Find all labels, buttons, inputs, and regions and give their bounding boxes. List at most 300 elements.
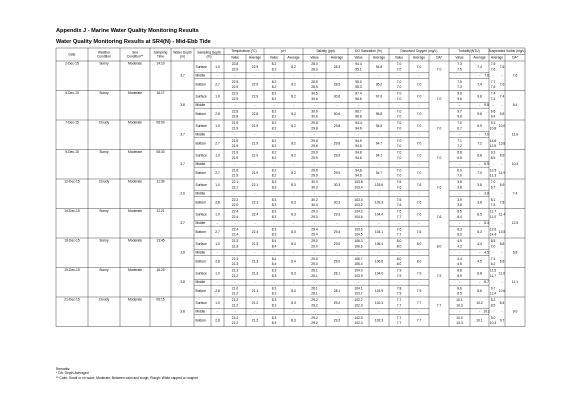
cell-value: 8.3 [271,303,277,308]
cell-average: 8.3 [291,288,296,293]
cell-value: 8.4 [271,239,277,244]
cell-sampling-depth: 2.6 [215,200,220,205]
cell-value: - [234,132,236,137]
cell-value: 10.8 [489,126,497,131]
cell-sampling-depth: - [216,132,219,137]
cell-average: - [254,221,256,226]
cell-value: 94.4 [355,62,362,67]
cell-water-depth: 3.6 [180,191,185,196]
cell-layer-surface: Surface [195,153,207,158]
subheader-label: Value [230,55,240,60]
cell-average: - [378,309,380,314]
cell-layer-surface: Surface [195,94,207,99]
cell-value: 94.6 [355,155,362,160]
cell-value: - [492,221,494,226]
cell-average: - [292,309,295,314]
cell-average: 94.8 [375,64,383,69]
cell-value: 12.9 [489,144,497,149]
cell-average: 9.5 [499,111,505,116]
cell-value: 29.9 [311,168,318,173]
cell-average: 106.4 [374,241,384,246]
cell-sampling-time: 16:17 [156,91,165,96]
cell-sampling-depth: 2.8 [215,288,220,293]
header-time: Time [156,54,165,59]
cell-average: - [378,221,380,226]
cell-sampling-time: 13:45 [156,238,165,243]
cell-sampling-depth: 1.0 [215,271,220,276]
cell-value: 22.9 [231,79,239,84]
cell-value: 8.2 [271,62,277,67]
cell-date: 7-Dec-15 [65,120,79,125]
cell-sea-condition: Moderate [128,268,142,273]
cell-value: 12.6 [489,227,497,232]
cell-value: 22.8 [231,114,239,119]
cell-value: 104.0 [354,268,363,273]
cell-value: 8.2 [271,144,277,149]
cell-ss-depth-averaged: 7.4 [512,191,518,196]
cell-value: 3.8 [457,185,462,190]
cell-average: 7.6 [416,182,422,187]
cell-value: 9.7 [457,109,462,114]
cell-value: 106.7 [354,256,363,261]
cell-average: 22.9 [251,82,259,87]
cell-value: 8.2 [271,168,277,173]
cell-average: 6.8 [499,259,505,264]
cell-water-depth: 3.7 [180,73,185,78]
subheader-label: Average [473,55,486,60]
cell-value: - [234,103,236,108]
cell-value: 7.6 [396,185,402,190]
cell-value: 9.4 [490,114,496,119]
cell-average: 22.1 [251,200,259,205]
cell-average: 3.8 [477,200,482,205]
cell-average: - [378,250,380,255]
cell-value: - [458,103,461,108]
cell-sampling-depth: - [216,191,219,196]
cell-value: 7.4 [490,256,496,261]
subheader-label: Value [394,55,404,60]
cell-average: 9.7 [499,318,505,323]
cell-value: - [234,250,236,255]
cell-value: 102.3 [354,315,363,320]
cell-sampling-depth: 2.8 [215,259,220,264]
cell-average: - [501,221,503,226]
cell-value: - [458,221,461,226]
cell-average: 95.2 [375,82,383,87]
cell-average: - [292,162,295,167]
cell-value: 8.3 [271,214,277,219]
cell-date: 14-Dec-15 [64,209,80,214]
cell-average: 28.1 [333,288,341,293]
cell-average: - [336,280,338,285]
cell-average: - [254,73,256,78]
cell-average: 6.8 [477,153,482,158]
cell-value: 7.6 [490,67,496,72]
cell-average: - [478,221,481,226]
cell-value: 8.2 [271,173,277,178]
cell-value: 7.6 [396,227,402,232]
cell-sampling-time: 12:21 [156,209,165,214]
cell-water-depth: 3.7 [180,132,185,137]
cell-do-depth-averaged: 7.9 [436,274,442,279]
cell-sampling-depth: 2.8 [215,111,220,116]
cell-average: 102.3 [374,318,384,323]
cell-average: 8.3 [291,300,296,305]
cell-value: 30.5 [311,91,318,96]
cell-value: - [357,250,360,255]
cell-average: - [336,132,338,137]
subheader-label: DA* [436,55,442,60]
cell-ss-depth-averaged: 11.9 [511,132,519,137]
cell-value: 8.6 [457,286,462,291]
cell-value: 7.9 [396,273,402,278]
cell-turbidity-depth-averaged: 7.0 [484,132,489,137]
cell-value: 8.0 [396,239,402,244]
cell-value: 8.2 [271,85,277,90]
cell-value: 21.2 [231,303,239,308]
cell-value: 104.6 [354,214,363,219]
cell-value: 7.0 [396,126,402,131]
cell-value: 106.4 [354,262,363,267]
cell-sampling-depth: 1.0 [215,94,220,99]
cell-average: 8.0 [416,241,422,246]
subheader-label: Average [287,55,300,60]
cell-value: - [273,191,275,196]
cell-value: 9.0 [490,315,496,320]
cell-value: 7.7 [396,214,402,219]
cell-value: 8.4 [271,262,277,267]
cell-average: 8.3 [291,318,296,323]
cell-value: 30.4 [311,203,318,208]
cell-value: - [458,162,461,167]
cell-value: 8.5 [457,291,462,296]
cell-value: 103.8 [354,180,363,185]
cell-value: 8.2 [490,298,496,303]
cell-average: 8.3 [291,200,296,205]
cell-value: 7.6 [396,197,402,202]
cell-weather: Cloudy [98,179,110,184]
cell-turbidity-depth-averaged: 7.6 [484,73,489,78]
cell-value: 8.3 [271,315,277,320]
cell-value: 8.5 [490,303,496,308]
cell-value: 3.8 [457,203,462,208]
cell-value: 28.3 [311,67,318,72]
cell-value: 22.2 [231,197,239,202]
cell-average: 94.7 [375,153,383,158]
cell-average: 8.4 [499,300,505,305]
cell-value: - [398,309,400,314]
cell-value: - [492,162,494,167]
cell-average: 7.0 [416,141,422,146]
cell-average: - [418,162,420,167]
cell-average: - [501,191,503,196]
cell-value: 8.2 [271,155,277,160]
cell-average: 7.4 [499,94,505,99]
cell-average: - [336,162,338,167]
cell-turbidity-depth-averaged: 8.7 [484,280,489,285]
cell-value: - [398,221,400,226]
cell-average: 9.8 [477,111,482,116]
cell-sampling-depth: 2.7 [215,82,220,87]
cell-layer-surface: Surface [195,182,207,187]
cell-average: 29.2 [333,318,341,323]
cell-sampling-time: 14:10 [156,61,165,66]
cell-average: 9.8 [477,94,482,99]
cell-value: - [458,73,461,78]
cell-value: 9.7 [490,286,496,291]
cell-value: 21.9 [231,150,239,155]
cell-value: 96.7 [355,109,362,114]
cell-sea-condition: Moderate [128,209,142,214]
header-water-depth: (m) [180,54,185,59]
cell-ss-depth-averaged: 6.8 [512,250,518,255]
cell-value: 7.0 [396,67,402,72]
cell-average: 104.1 [374,229,384,234]
cell-value: 29.4 [311,232,318,237]
cell-value: 29.0 [311,256,318,261]
cell-value: 10.3 [489,321,497,326]
cell-average: 7.7 [416,318,422,323]
cell-value: 29.3 [311,214,318,219]
cell-sampling-depth: 1.0 [215,241,220,246]
cell-average: 94.7 [375,170,383,175]
cell-value: - [313,280,316,285]
cell-layer-middle: Middle [195,280,206,285]
cell-value: 10.0 [456,315,463,320]
cell-average: 7.4 [477,64,482,69]
header-sampling-depth: (m) [206,54,212,59]
cell-weather: Sunny [99,238,109,243]
cell-value: - [492,309,494,314]
cell-sampling-depth: 1.0 [215,212,220,217]
cell-average: - [254,162,256,167]
subheader-label: Value [269,55,279,60]
cell-value: 30.2 [311,197,318,202]
cell-turbidity-depth-averaged: 9.8 [484,103,489,108]
cell-average: 6.8 [499,241,505,246]
cell-value: 8.2 [271,150,277,155]
cell-average: 10.0 [498,123,506,128]
cell-value: - [492,132,494,137]
cell-layer-middle: Middle [195,73,206,78]
cell-value: 14.6 [489,138,497,143]
cell-average: - [501,250,503,255]
cell-sampling-depth: 2.8 [215,318,220,323]
cell-average: 7.0 [477,170,482,175]
cell-value: 11.3 [489,173,497,178]
subheader-label: Value [354,55,363,60]
cell-average: - [378,132,380,137]
cell-value: 21.2 [231,315,239,320]
cell-value: 22.9 [231,96,239,101]
cell-value: 8.0 [396,256,402,261]
cell-value: - [273,250,275,255]
cell-value: 30.3 [311,180,318,185]
cell-value: 22.8 [231,109,239,114]
cell-sampling-time: 08:33 [156,150,165,155]
cell-value: - [234,73,236,78]
cell-value: 8.2 [271,126,277,131]
cell-average: 11.9 [498,170,506,175]
cell-sampling-depth: - [216,280,219,285]
cell-weather: Cloudy [98,120,110,125]
cell-value: 7.8 [396,286,402,291]
cell-value: - [458,191,461,196]
cell-average: 103.9 [374,288,384,293]
cell-average: 21.2 [251,318,259,323]
cell-average: 13.5 [498,229,506,234]
cell-weather: Sunny [99,268,109,273]
cell-value: 7.0 [396,121,402,126]
cell-layer-middle: Middle [195,132,206,137]
cell-average: 7.0 [416,111,422,116]
cell-average: 28.5 [333,82,341,87]
cell-average: - [292,250,295,255]
cell-average: 94.7 [375,141,383,146]
cell-value: 8.3 [271,321,277,326]
cell-value: 3.9 [457,197,462,202]
cell-value: 7.7 [396,298,402,303]
cell-average: 8.2 [291,153,296,158]
cell-average: 97.0 [375,94,383,99]
cell-value: 106.6 [354,244,363,249]
cell-sampling-time: 06:15 [156,297,165,302]
cell-value: 22.8 [231,62,239,67]
cell-value: 8.9 [457,273,462,278]
cell-average: - [254,250,256,255]
cell-value: 94.6 [355,173,362,178]
cell-value: 96.6 [355,96,362,101]
cell-value: 7.0 [396,62,402,67]
cell-average: 22.9 [251,94,259,99]
cell-value: - [398,73,400,78]
cell-value: 22.4 [231,232,239,237]
cell-value: 95.0 [355,79,362,84]
cell-value: 8.3 [271,180,277,185]
cell-average: 8.2 [291,141,296,146]
cell-value: 7.5 [457,67,462,72]
cell-value: 21.0 [231,286,239,291]
cell-average: 21.3 [251,241,259,246]
subheader-label: Average [372,55,386,60]
cell-value: - [492,103,494,108]
cell-sampling-depth: 1.0 [215,123,220,128]
cell-average: - [292,103,295,108]
cell-average: 8.8 [477,271,482,276]
cell-turbidity-depth-averaged: 8.4 [484,221,489,226]
cell-water-depth: 3.8 [180,309,185,314]
cell-sea-condition: Moderate [128,91,142,96]
cell-value: 7.2 [457,144,462,149]
cell-date: 16-Dec-15 [64,238,80,243]
cell-value: 9.6 [457,96,462,101]
cell-sampling-depth: - [216,221,219,226]
cell-average: 8.4 [291,259,296,264]
header-weather: Condition [97,54,111,59]
cell-turbidity-depth-averaged: 3.8 [484,191,489,196]
cell-weather: Sunny [99,91,109,96]
cell-layer-middle: Middle [195,309,206,314]
cell-average: 8.3 [291,212,296,217]
cell-value: 21.3 [231,268,239,273]
cell-value: 8.3 [271,291,277,296]
cell-value: 104.1 [354,286,363,291]
cell-do-depth-averaged: 7.0 [436,97,442,102]
cell-value: 8.3 [271,273,277,278]
cell-value: 3.8 [457,180,462,185]
cell-value: - [458,309,461,314]
cell-value: 4.5 [457,262,462,267]
cell-weather: Sunny [99,150,109,155]
cell-average: - [418,221,420,226]
water-quality-table [56,48,526,326]
cell-value: - [273,221,275,226]
cell-average: - [501,280,503,285]
cell-value: 7.0 [396,79,402,84]
cell-average: 104.4 [374,212,384,217]
cell-sampling-depth: 1.0 [215,153,220,158]
cell-ss-depth-averaged: 8.4 [512,103,518,108]
cell-average: 29.8 [333,141,341,146]
cell-average: 21.2 [251,300,259,305]
subheader-label: DA* [512,55,518,60]
cell-value: - [313,73,316,78]
cell-layer-bottom: Bottom [195,259,206,264]
cell-value: - [313,309,316,314]
cell-average: 7.8 [499,200,505,205]
cell-average: 10.1 [476,318,483,323]
cell-value: - [313,132,316,137]
cell-value: 21.2 [231,273,239,278]
cell-value: 103.6 [354,227,363,232]
cell-value: - [458,132,461,137]
cell-value: 6.7 [457,126,462,131]
cell-average: 8.3 [291,271,296,276]
cell-average: 29.8 [333,123,341,128]
cell-value: 28.1 [311,286,318,291]
cell-value: 103.9 [354,273,363,278]
cell-value: 21.3 [231,256,239,261]
cell-value: 7.3 [457,62,462,67]
cell-value: 8.3 [271,197,277,202]
cell-average: - [478,132,481,137]
cell-average: 7.6 [416,229,422,234]
cell-value: 7.0 [396,85,402,90]
cell-value: 106.3 [354,239,363,244]
cell-average: 7.2 [477,141,482,146]
cell-do-depth-averaged: 7.0 [436,156,442,161]
cell-value: 7.7 [396,315,402,320]
cell-value: 22.9 [231,85,239,90]
cell-value: 9.8 [457,114,462,119]
cell-value: 10.3 [456,303,463,308]
header-time: Sampling [153,50,168,55]
cell-value: 21.9 [231,144,239,149]
cell-average: 8.3 [291,182,296,187]
cell-average: 7.0 [416,123,422,128]
cell-value: 95.1 [355,67,362,72]
cell-value: - [398,250,400,255]
cell-value: 7.4 [490,96,496,101]
cell-turbidity-depth-averaged: 4.5 [484,250,489,255]
cell-value: 104.2 [354,209,363,214]
cell-average: - [418,73,420,78]
cell-value: 7.1 [457,138,462,143]
cell-average: 21.9 [251,141,259,146]
cell-value: 29.0 [311,244,318,249]
cell-value: 8.3 [271,227,277,232]
cell-value: 7.5 [490,203,496,208]
